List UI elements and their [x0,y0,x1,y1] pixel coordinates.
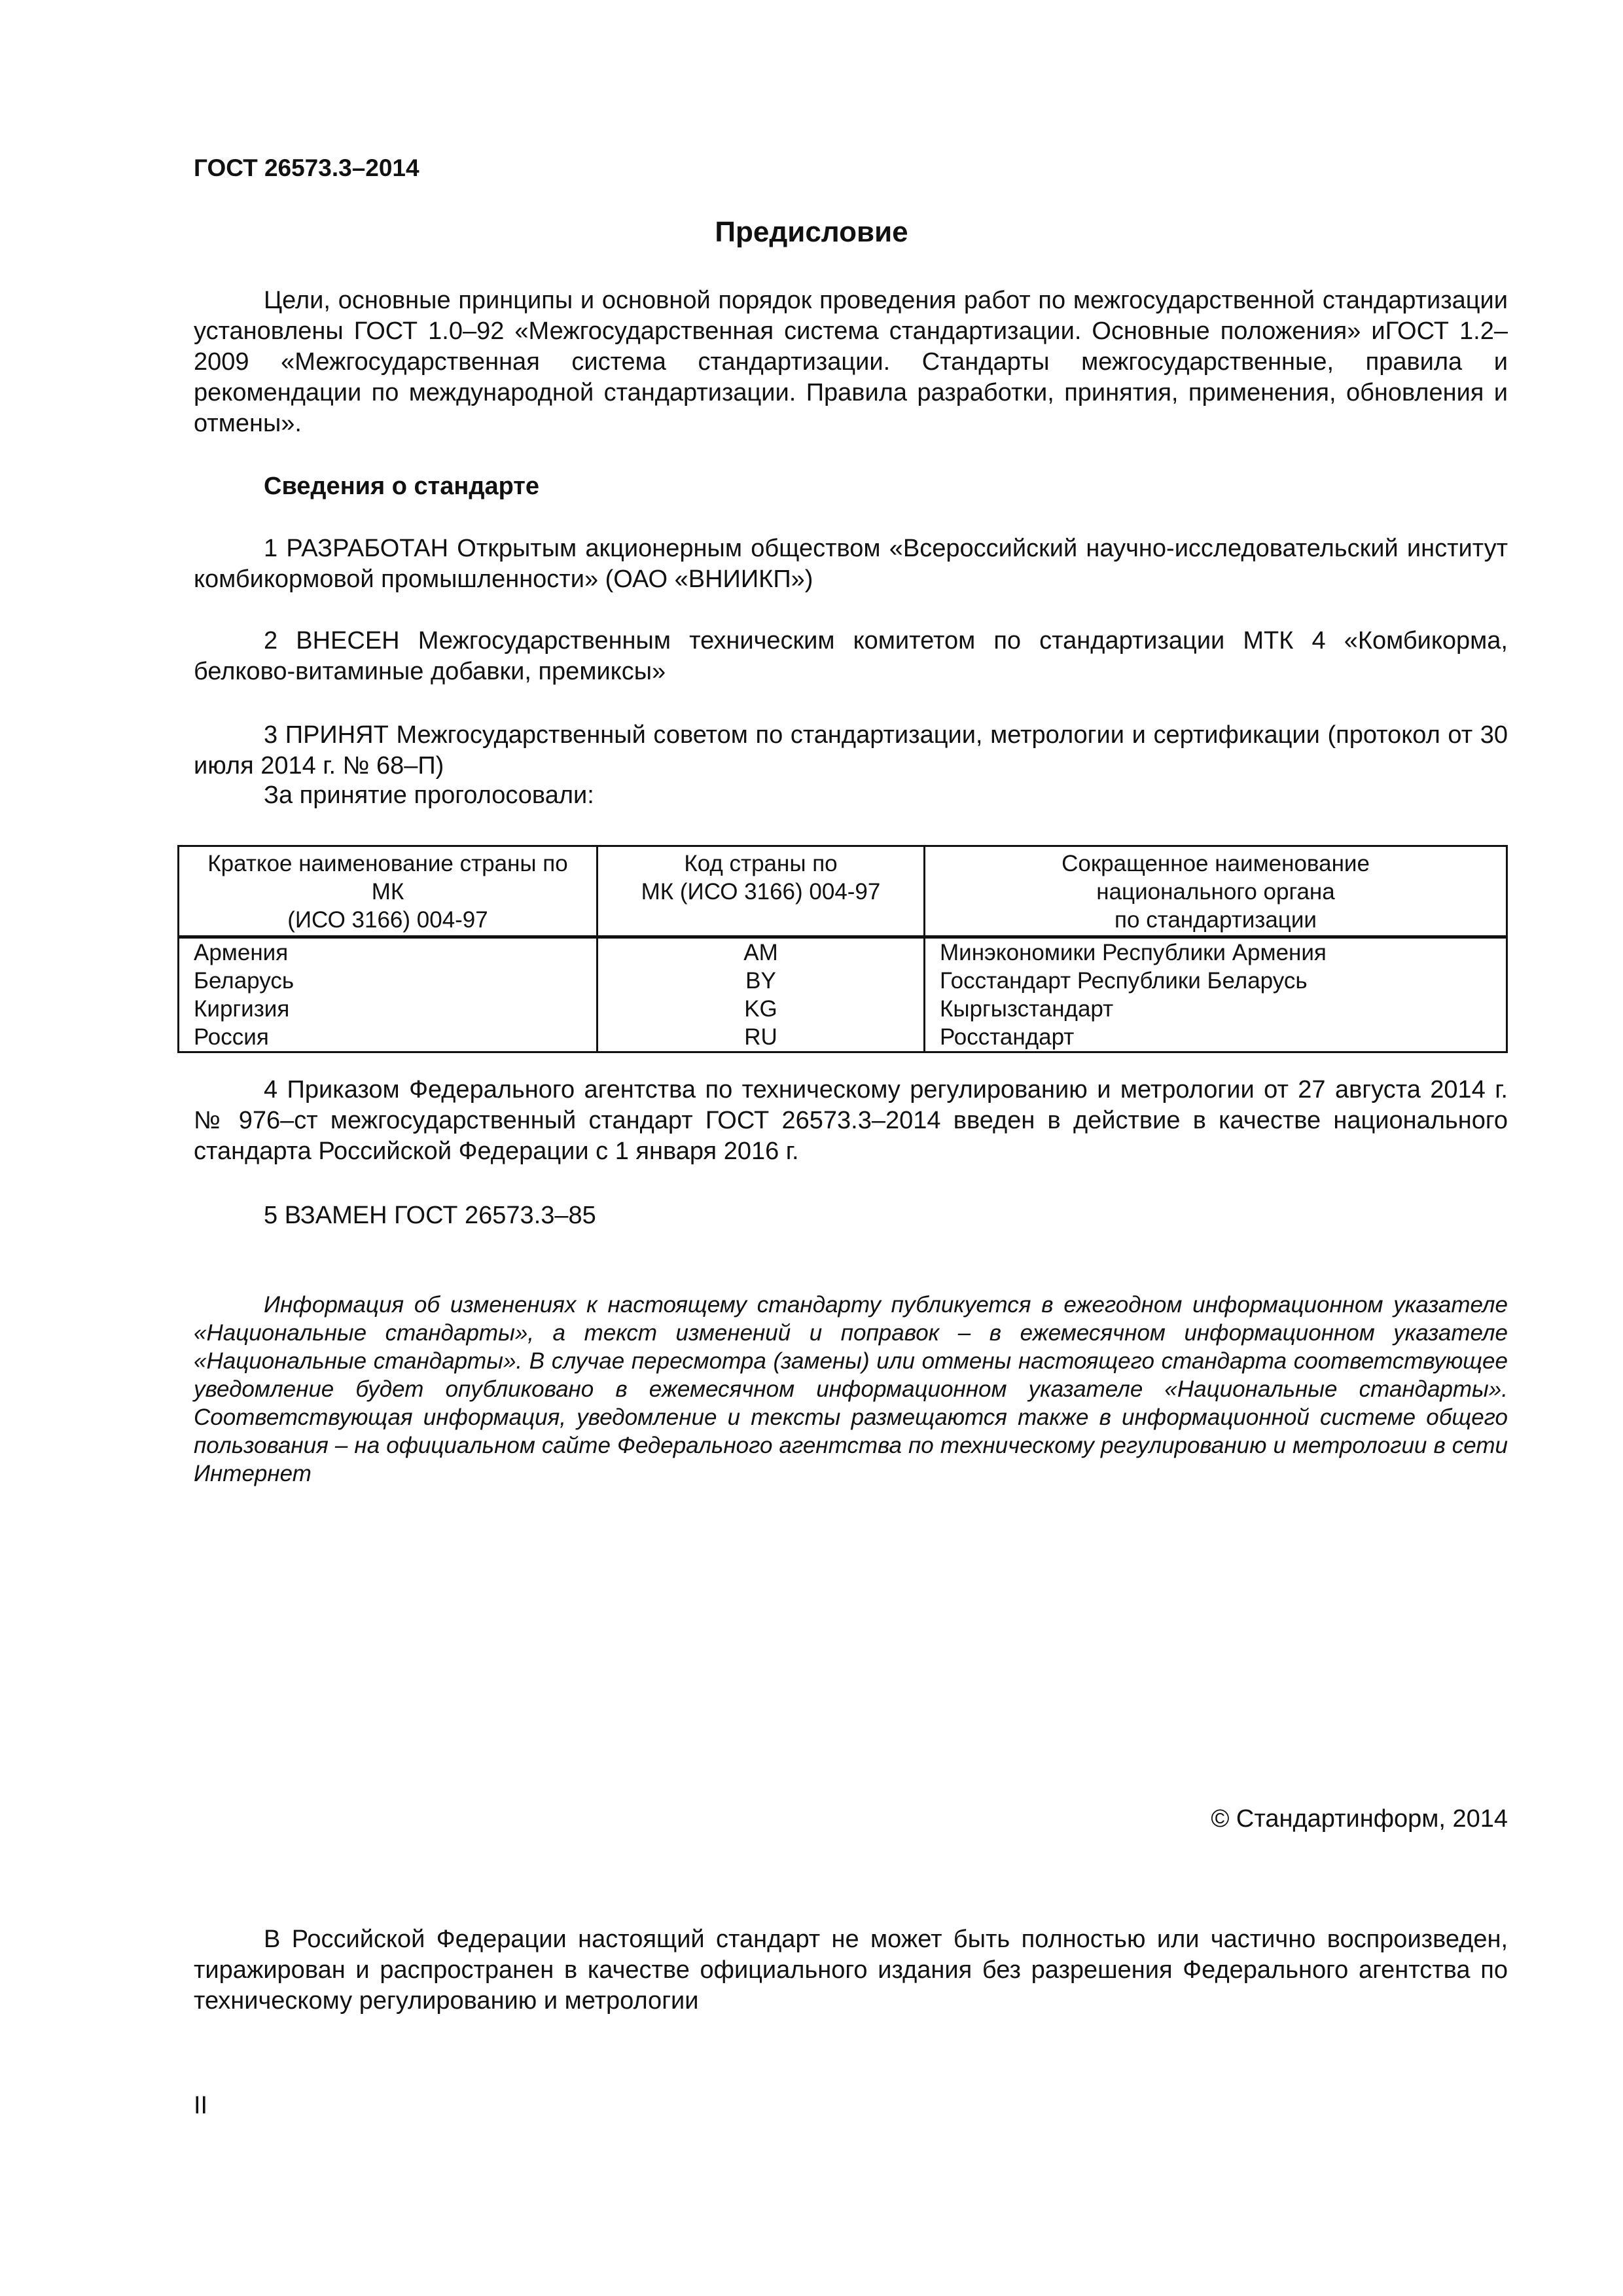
body-cell: Росстандарт [925,1023,1507,1052]
table-row [179,995,1507,1023]
page-title: Предисловие [715,216,908,248]
body-cell: Минэкономики Республики Армения [925,937,1507,967]
code-cell: AM [597,937,925,967]
item-enacted: 4 Приказом Федерального агентства по техническому регулированию и метрологии от 27 августа 2014 г. № 976–ст межгосударственный стандарт ГОСТ 26573.3–2014 введен в действие в качестве национального стандарта Российской Федерации с 1 января 2016 г. [194,1076,1508,1165]
header-country-name: Краткое наименование страны по МК (ИСО 3166) 004-97 [179,846,597,937]
body-cell: Кыргызстандарт [925,995,1507,1023]
voted-label: За принятие проголосовали: [264,781,594,809]
header-country-code: Код страны по МК (ИСО 3166) 004-97 [597,846,925,937]
table-row [179,937,1507,967]
changes-information-note: Информация об изменениях к настоящему стандарту публикуется в ежегодном информационном указателе «Национальные стандарты», а текст изменений и поправок – в ежемесячном информационном указателе «Национальные стандарты». В случае пересмотра (замены) или отмены настоящего стандарта соответствующее уведомление будет опубликовано в ежемесячном информационном указателе «Национальные стандарты». Соответствующая информация, уведомление и тексты размещаются также в информационной системе общего пользования – на официальном сайте Федерального агентства по техническому регулированию и метрологии в сети Интернет [194,1292,1508,1486]
voting-countries-table [177,845,1508,1053]
body-cell: Госстандарт Республики Беларусь [925,967,1507,995]
item-developed: 1 РАЗРАБОТАН Открытым акционерным обществом «Всероссийский научно-исследовательский институт комбикормовой промышленности» (ОАО «ВНИИКП») [194,535,1508,593]
code-cell: KG [597,995,925,1023]
country-cell: Беларусь [179,967,597,995]
country-cell: Киргизия [179,995,597,1023]
header-standards-body: Сокращенное наименование национального органа по стандартизации [925,846,1507,937]
table-row [179,967,1507,995]
country-cell: Армения [179,937,597,967]
copyright-notice: © Стандартинформ, 2014 [1211,1805,1508,1833]
item-replaces: 5 ВЗАМЕН ГОСТ 26573.3–85 [264,1202,596,1229]
document-code: ГОСТ 26573.3–2014 [194,154,419,181]
reproduction-notice: В Российской Федерации настоящий стандарт не может быть полностью или частично воспроизведен, тиражирован и распространен в качестве официального издания без разрешения Федерального агентства по техническому регулированию и метрологии [194,1926,1508,2015]
item-adopted: 3 ПРИНЯТ Межгосударственный советом по стандартизации, метрологии и сертификации (протокол от 30 июля 2014 г. № 68–П) [194,721,1508,780]
code-cell: RU [597,1023,925,1052]
standard-info-heading: Сведения о стандарте [264,473,540,500]
table-row [179,1023,1507,1052]
item-introduced: 2 ВНЕСЕН Межгосударственным техническим комитетом по стандартизации МТК 4 «Комбикорма, белково-витаминые добавки, премиксы» [194,627,1508,685]
table-header-row [179,846,1507,937]
country-cell: Россия [179,1023,597,1052]
page-number: II [194,2092,208,2119]
foreword-intro: Цели, основные принципы и основной порядок проведения работ по межгосударственной стандартизации установлены ГОСТ 1.0–92 «Межгосударственная система стандартизации. Основные положения» иГОСТ 1.2–2009 «Межгосударственная система стандартизации. Стандарты межгосударственные, правила и рекомендации по международной стандартизации. Правила разработки, принятия, применения, обновления и отмены». [194,287,1508,437]
code-cell: BY [597,967,925,995]
